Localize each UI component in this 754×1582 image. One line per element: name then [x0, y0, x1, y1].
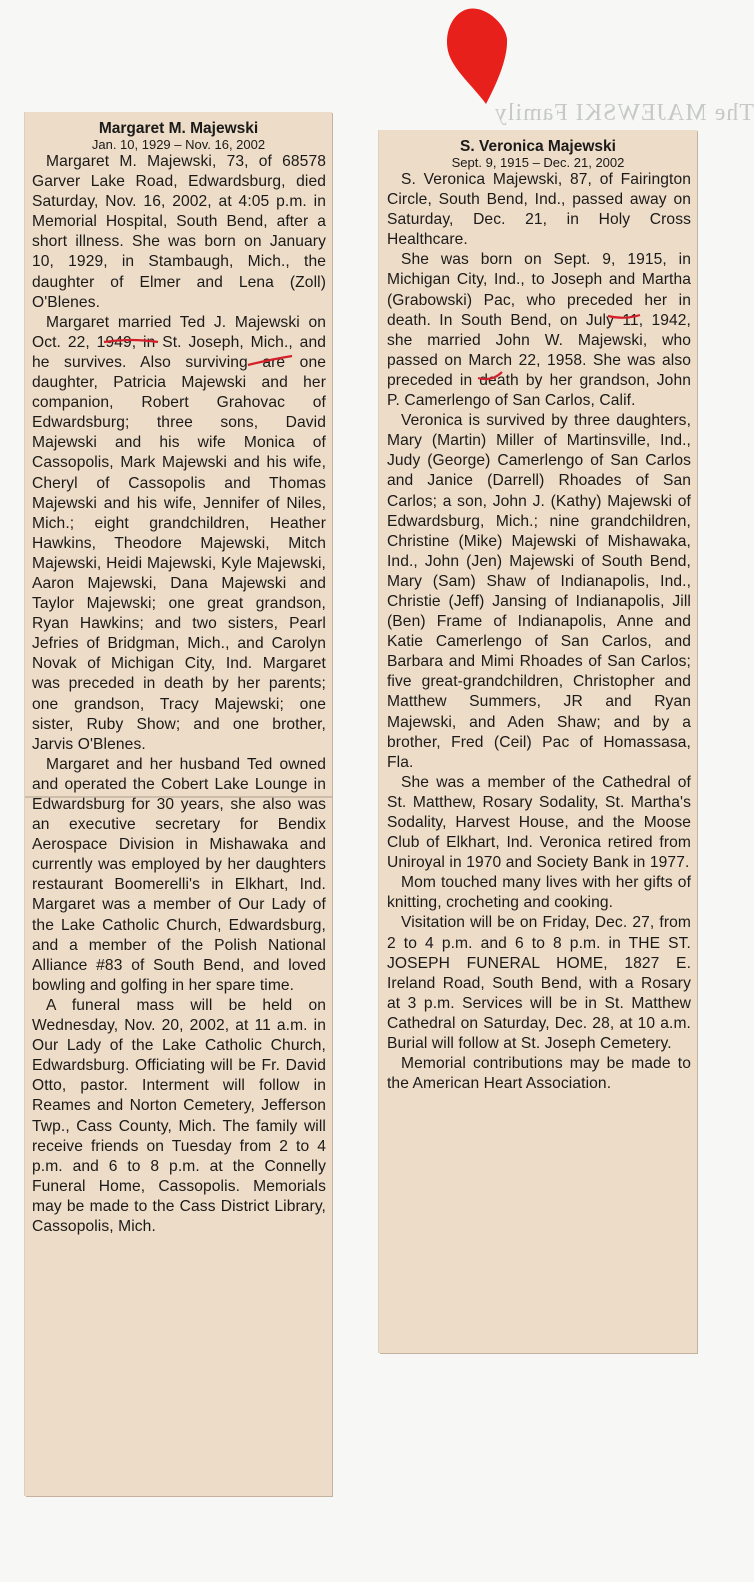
obituary-clipping-veronica	[379, 130, 697, 1353]
obituary-paragraph: Visitation will be on Friday, Dec. 27, from 2 to 4 p.m. and 6 to 8 p.m. in THE ST. JOSEPH FUNERAL HOME, 1827 E. Ireland Road, South Bend, with a Rosary at 3 p.m. Services will be in St. Matthew Cathedral on Saturday, Dec. 28, at 10 a.m. Burial will follow at St. Joseph Cemetery.	[387, 914, 691, 1053]
obituary-paragraph: Margaret M. Majewski, 73, of 68578 Garver Lake Road, Edwardsburg, died Saturday, Nov. 16, 2002, at 4:05 p.m. in Memorial Hospital, South Bend, after a short illness. She was born on January 10, 1929, in Stambaugh, Mich., the daughter of Elmer and Lena (Zoll) O'Blenes.	[32, 153, 326, 311]
obituary-paragraph: Memorial contributions may be made to the American Heart Association.	[387, 1055, 691, 1093]
obituary-paragraph: Mom touched many lives with her gifts of knitting, crocheting and cooking.	[387, 874, 691, 912]
obituary-name: Margaret M. Majewski	[98, 120, 259, 137]
obituary-name: S. Veronica Majewski	[460, 138, 616, 155]
obituary-paragraph: She was born on Sept. 9, 1915, in Michigan City, Ind., to Joseph and Martha (Grabowski) Pac, who preceded her in death. In South Bend, on July 11, 1942, she married John W. Majewski, who passed on March 22, 1958. She was also preceded in death by her grandson, John P. Camerlengo of San Carlos, Calif.	[387, 251, 691, 410]
fold-crease	[25, 796, 332, 798]
obituary-paragraph: Margaret and her husband Ted owned and operated the Cobert Lake Lounge in Edwardsburg for 30 years, she also was an executive secretary for Bendix Aerospace Division in Mishawaka and currently was employed by her daughters restaurant Boomerelli's in Elkhart, Ind. Margaret was a member of Our Lady of the Lake Catholic Church, Edwardsburg, and a member of the Polish National Alliance #83 of South Bend, and loved bowling and golfing in her spare time.	[32, 755, 326, 994]
obituary-clipping-margaret	[25, 112, 332, 1496]
obituary-dates: Sept. 9, 1915 – Dec. 21, 2002	[451, 155, 625, 170]
obituary-paragraph: Veronica is survived by three daughters, Mary (Martin) Miller of Martinsville, Ind., Judy (George) Camerlengo of San Carlos and Janice (Darrell) Rhoades of San Carlos; a son, John J. (Kathy) Majewski of Edwardsburg, Mich.; nine grandchildren, Christine (Mike) Majewski of Mishawaka, Ind., John (Jen) Majewski of South Bend, Mary (Sam) Shaw of Indianapolis, Ind., Christie (Jeff) Jansing of Indianapolis, Jill (Ben) Frame of Indianapolis, Anne and Katie Camerlengo of San Carlos, and Barbara and Mimi Rhoades of San Carlos; five great-grandchildren, Christopher and Matthew Summers, JR and Ryan Majewski, and Aden Shaw; and by a brother, Fred (Ceil) Pac of Homassasa, Fla.	[387, 412, 691, 771]
obituary-body	[379, 170, 697, 1094]
obituary-paragraph: A funeral mass will be held on Wednesday, Nov. 20, 2002, at 11 a.m. in Our Lady of the Lake Catholic Church, Edwardsburg. Officiating will be Fr. David Otto, pastor. Interment will follow in Reames and Norton Cemetery, Jefferson Twp., Cass County, Mich. The family will receive friends on Tuesday from 2 to 4 p.m. and 6 to 8 p.m. at the Connelly Funeral Home, Cassopolis. Memorials may be made to the Cass District Library, Cassopolis, Mich.	[32, 996, 326, 1235]
obituary-paragraph: Margaret married Ted J. Majewski on Oct. 22, 1949, in St. Joseph, Mich., and he survives. Also surviving are one daughter, Patricia Majewski and her companion, Robert Grahovac of Edwardsburg; three sons, David Majewski and his wife Monica of Cassopolis, Mark Majewski and his wife, Cheryl of Cassopolis and Thomas Majewski and his wife, Jennifer of Niles, Mich.; eight grandchildren, Heather Hawkins, Theodore Majewski, Mitch Majewski, Heidi Majewski, Kyle Majewski, Aaron Majewski, Dana Majewski and Taylor Majewski; one great grandson, Ryan Hawkins; and two sisters, Pearl Jefries of Bridgman, Mich., and Carolyn Novak of Michigan City, Ind. Margaret was preceded in death by her parents; one grandson, Tracy Majewski; one sister, Ruby Show; and one brother, Jarvis O'Blenes.	[32, 313, 326, 753]
obituary-paragraph: S. Veronica Majewski, 87, of Fairington Circle, South Bend, Ind., passed away on Saturday, Dec. 21, in Holy Cross Healthcare.	[387, 171, 691, 249]
obituary-body	[25, 152, 332, 1237]
obituary-paragraph: She was a member of the Cathedral of St. Matthew, Rosary Sodality, St. Martha's Sodality, Harvest House, and the Moose Club of Elkhart, Ind. Veronica retired from Uniroyal in 1970 and Society Bank in 1977.	[387, 773, 691, 872]
obituary-dates: Jan. 10, 1929 – Nov. 16, 2002	[91, 137, 266, 152]
mirrored-family-header: The MAJEWSKI Family	[493, 100, 754, 126]
red-sticker-dot	[446, 7, 508, 105]
